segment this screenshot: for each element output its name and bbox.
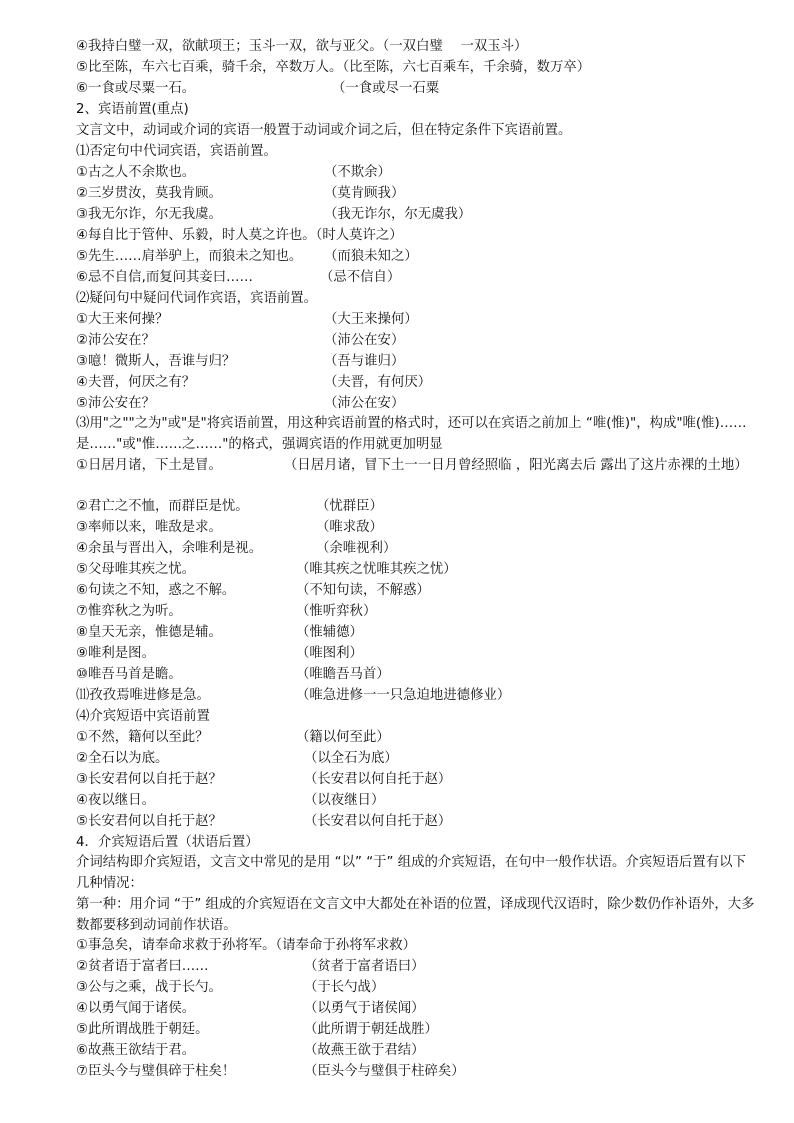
text-line: ⑤比至陈，车六七百乘，骑千余，卒数万人。（比至陈，六七百乘车，千余骑，数万卒） (76, 60, 591, 75)
translation: （以全石为底） (304, 751, 398, 766)
sentence: ④以勇气闻于诸侯。 (76, 1001, 196, 1016)
example-line (76, 311, 418, 329)
sentence: ⑤沛公安在？ (76, 396, 155, 411)
subsection-heading: ⑵疑问句中疑问代词作宾语，宾语前置。 (76, 291, 318, 306)
example-line (76, 353, 405, 371)
sentence: ④夫晋，何厌之有？ (76, 375, 196, 390)
translation: （沛公在安） (324, 396, 405, 411)
paragraph: 第一种：用介词 “于” 组成的介宾短语在文言文中大都处在补语的位置，译成现代汉语时，除少数仍作补语外，大多数都要移到动词前作状语。 (76, 897, 755, 933)
example-line: ①事急矣，请奉命求救于孙将军。（请奉命于孙将军求救） (76, 938, 417, 953)
example-line (76, 395, 405, 413)
translation: （莫肯顾我） (324, 186, 405, 201)
translation: （夫晋，有何厌） (324, 375, 432, 390)
example-line (76, 561, 457, 579)
example-line: ④每自比于管仲、乐毅，时人莫之许也。（时人莫许之） (76, 228, 403, 243)
sentence: ③长安君何以自托于赵？ (76, 772, 222, 787)
translation: （惟听弈秋） (296, 604, 377, 619)
sentence: ③率师以来，唯敌是求。 (76, 520, 222, 535)
sentence: ①日居月诸，下土是冒。 (76, 458, 222, 473)
sentence: ⑦惟弈秋之为听。 (76, 604, 182, 619)
translation: （不欺余） (324, 165, 391, 180)
example-line (76, 582, 430, 600)
sentence: ③噫！微斯人，吾谁与归？ (76, 354, 236, 369)
sentence: ⑾孜孜焉唯进修是急。 (76, 688, 210, 703)
sentence: ③公与之乘，战于长勺。 (76, 980, 222, 995)
translation: （故燕王欲于君结） (304, 1043, 425, 1058)
translation: （以夜继日） (304, 793, 385, 808)
sentence: ②全石以为底。 (76, 751, 169, 766)
translation: （一食或尽一石粟 (332, 81, 440, 96)
translation: （余唯视利） (316, 541, 397, 556)
sentence: ②三岁贯汝，莫我肯顾。 (76, 186, 222, 201)
translation: （忧群臣） (316, 499, 383, 514)
example-line (76, 164, 391, 182)
example-line (76, 498, 383, 516)
translation: （而狼未知之） (324, 249, 418, 264)
example-line (76, 729, 390, 747)
translation: （唯急进修一一只急迫地进德修业） (296, 688, 511, 703)
text-line: ④我持白璧一双，欲献项王；玉斗一双，欲与亚父。（一双白璧 一双玉斗） (76, 39, 528, 54)
translation: （沛公在安） (324, 333, 405, 348)
sentence: ②君亡之不恤，而群臣是忧。 (76, 499, 249, 514)
translation: （唯其疾之忧唯其疾之忧） (296, 562, 457, 577)
sentence: ①古之人不余欺也。 (76, 165, 196, 180)
example-line (76, 750, 398, 768)
translation: （贫者于富者语曰） (304, 959, 425, 974)
example-line (76, 206, 472, 224)
sentence: ⑥一食或尽粟一石。 (76, 81, 196, 96)
example-line (76, 603, 377, 621)
text-line: 文言文中，动词或介词的宾语一般置于动词或介词之后，但在特定条件下宾语前置。 (76, 123, 572, 138)
example-line (76, 958, 425, 976)
sentence: ③我无尔诈，尔无我虞。 (76, 207, 222, 222)
translation: （以勇气于诸侯闻） (304, 1001, 425, 1016)
example-line (76, 624, 363, 642)
sentence: ②沛公安在？ (76, 333, 155, 348)
translation: （不知句读，不解惑） (296, 583, 430, 598)
translation: （吾与谁归） (324, 354, 405, 369)
translation: （日居月诸，冒下土一一日月曾经照临 ，阳光离去后 露出了这片赤裸的土地） (283, 458, 748, 473)
sentence: ⑤父母唯其疾之忧。 (76, 562, 196, 577)
sentence: ⑥忌不自信,而复问其妾曰…… (76, 270, 253, 285)
example-line (76, 185, 405, 203)
translation: （惟辅德） (296, 625, 363, 640)
sentence: ⑤长安君何以自托于赵？ (76, 814, 222, 829)
example-line (76, 1021, 438, 1039)
sentence: ⑥句读之不知，惑之不解。 (76, 583, 236, 598)
translation: （籍以何至此） (296, 730, 390, 745)
sentence: ⑦臣头今与璧俱碎于柱矣！ (76, 1064, 236, 1079)
example-line (76, 813, 452, 831)
sentence: ①不然，籍何以至此？ (76, 730, 209, 745)
sentence: ⑤此所谓战胜于朝廷。 (76, 1022, 209, 1037)
text-line (76, 80, 440, 98)
translation: （长安君以何自托于赵） (304, 814, 452, 829)
sentence: ④余虽与晋出入，余唯利是视。 (76, 541, 263, 556)
example-line (76, 374, 432, 392)
example-line (76, 540, 397, 558)
translation: （于长勺战） (304, 980, 385, 995)
example-line (76, 248, 418, 266)
example-line (76, 519, 383, 537)
example-line (76, 332, 405, 350)
translation: （忌不信自） (320, 270, 401, 285)
example-line (76, 771, 452, 789)
translation: （大王来操何） (324, 312, 418, 327)
sentence: ⑩唯吾马首是瞻。 (76, 667, 182, 682)
example-line (76, 269, 401, 287)
sentence: ⑨唯利是图。 (76, 646, 155, 661)
subsection-heading: ⑴否定句中代词宾语，宾语前置。 (76, 144, 277, 159)
example-line (76, 455, 756, 476)
sentence: ⑥故燕王欲结于君。 (76, 1043, 196, 1058)
section-heading: 4．介宾短语后置（状语后置） (76, 835, 259, 850)
translation: （唯瞻吾马首） (296, 667, 390, 682)
translation: （臣头今与璧俱于柱碎矣） (304, 1064, 465, 1079)
subsection-heading: ⑶用"之""之为"或"是"将宾语前置，用这种宾语前置的格式时，还可以在宾语之前加上 “唯(惟)"，构成"唯(惟)……是……"或"惟……之……"的格式，强调宾语的作用就更加明显 (76, 416, 747, 452)
example-line (76, 979, 385, 997)
example-line (76, 1042, 425, 1060)
translation: （唯求敌） (316, 520, 383, 535)
section-heading: 2、宾语前置(重点) (76, 102, 189, 117)
sentence: ⑤先生……肩举驴上，而狼未之知也。 (76, 249, 303, 264)
paragraph: 介词结构即介宾短语，文言文中常见的是用 “以” “于” 组成的介宾短语，在句中一般作状语。介宾短语后置有以下几种情况： (76, 855, 746, 891)
translation: （唯图利） (296, 646, 363, 661)
sentence: ②贫者语于富者曰…… (76, 959, 209, 974)
example-line (76, 1063, 465, 1081)
example-line (76, 1000, 425, 1018)
translation: （此所谓于朝廷战胜） (304, 1022, 438, 1037)
translation: （长安君以何自托于赵） (304, 772, 452, 787)
example-line (76, 645, 363, 663)
sentence: ①大王来何操？ (76, 312, 169, 327)
example-line (76, 666, 390, 684)
translation: （我无诈尔，尔无虞我） (324, 207, 472, 222)
subsection-heading: ⑷介宾短语中宾语前置 (76, 709, 210, 724)
example-line (76, 792, 385, 810)
example-line (76, 687, 511, 705)
sentence: ④夜以继日。 (76, 793, 155, 808)
sentence: ⑧皇天无亲，惟德是辅。 (76, 625, 222, 640)
